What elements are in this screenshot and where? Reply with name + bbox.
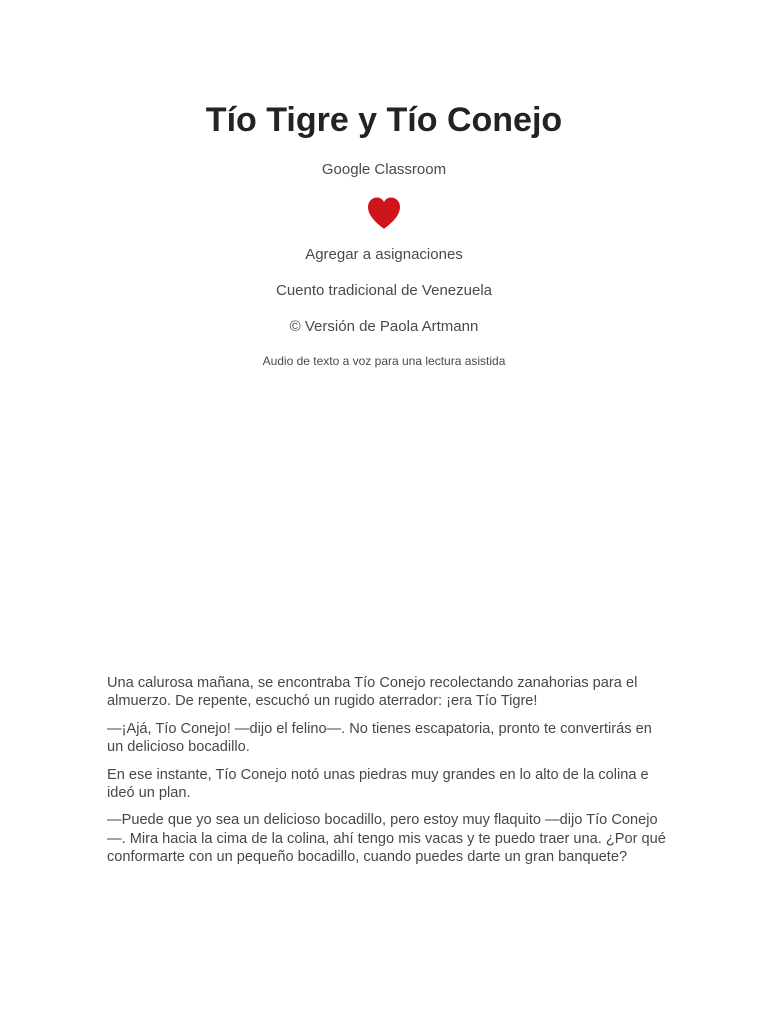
heart-icon bbox=[366, 196, 402, 230]
story-paragraph: En ese instante, Tío Conejo notó unas piedras muy grandes en lo alto de la colina e ideó un plan. bbox=[107, 766, 649, 802]
story-paragraph: Una calurosa mañana, se encontraba Tío Conejo recolectando zanahorias para el almuerzo. De repente, escuchó un rugido aterrador: ¡era Tío Tigre! bbox=[107, 675, 638, 710]
add-to-assignments-link[interactable]: Agregar a asignaciones bbox=[305, 246, 463, 263]
story-origin: Cuento tradicional de Venezuela bbox=[276, 282, 492, 299]
story-body bbox=[107, 674, 667, 876]
story-title: Tío Tigre y Tío Conejo bbox=[205, 101, 563, 139]
audio-note: Audio de texto a voz para una lectura asistida bbox=[262, 354, 506, 368]
favorite-button[interactable] bbox=[366, 196, 402, 230]
google-classroom-link[interactable]: Google Classroom bbox=[321, 161, 447, 178]
story-paragraph: —Puede que yo sea un delicioso bocadillo, pero estoy muy flaquito —dijo Tío Conejo—. Mira hacia la cima de la colina, ahí tengo mis vacas y te puedo traer una. ¿Por qué conformarte con un pequeño bocadillo, cuando puedes darte un gran banquete? bbox=[107, 812, 666, 866]
story-paragraph: —¡Ajá, Tío Conejo! —dijo el felino—. No tienes escapatoria, pronto te convertirás en un delicioso bocadillo. bbox=[107, 720, 652, 756]
story-version-credit: © Versión de Paola Artmann bbox=[289, 318, 479, 335]
